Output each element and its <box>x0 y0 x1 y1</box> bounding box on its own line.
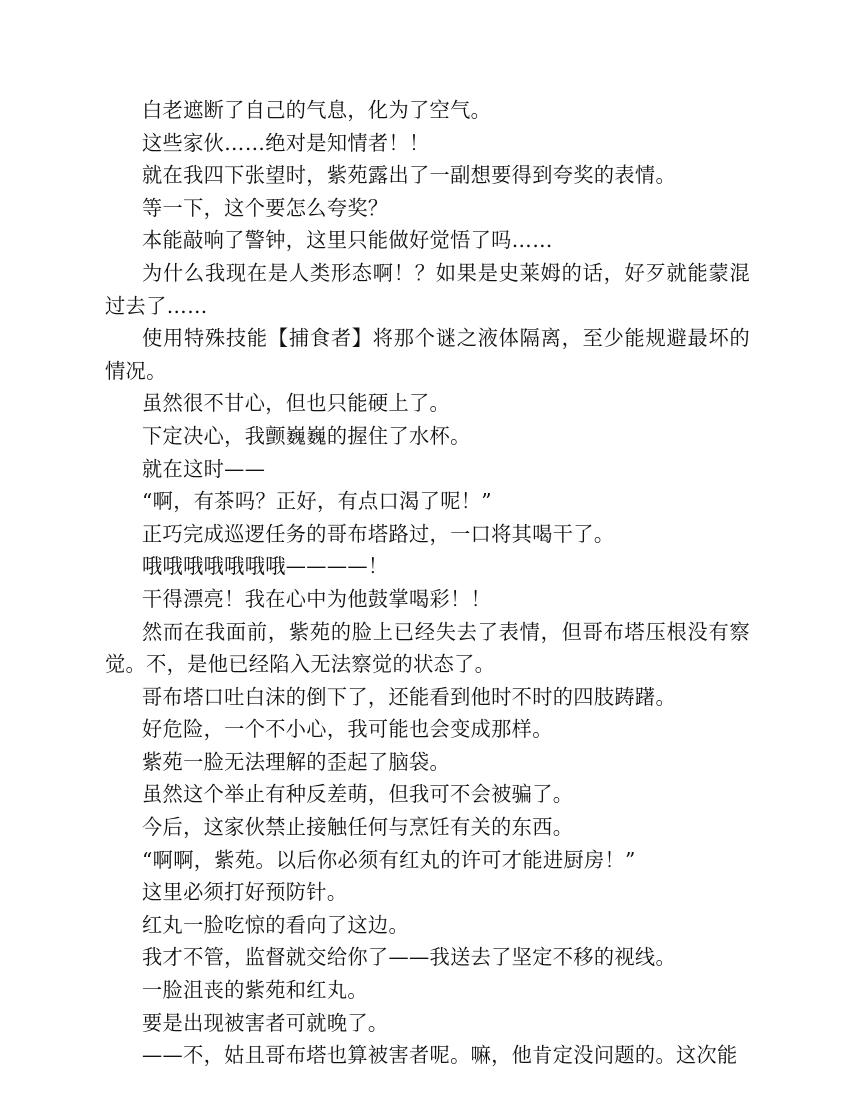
paragraph: 哦哦哦哦哦哦哦————！ <box>142 554 389 579</box>
paragraph: 今后，这家伙禁止接触任何与烹饪有关的东西。 <box>142 815 574 840</box>
paragraph: 好危险，一个不小心，我可能也会变成那样。 <box>142 717 553 742</box>
paragraph: 白老遮断了自己的气息，化为了空气。 <box>142 98 492 122</box>
paragraph: 一脸沮丧的紫苑和红丸。 <box>142 978 368 1003</box>
paragraph: 正巧完成巡逻任务的哥布塔路过，一口将其喝干了。 <box>142 521 615 546</box>
paragraph: 虽然这个举止有种反差萌，但我可不会被骗了。 <box>142 782 574 807</box>
paragraph: 我才不管，监督就交给你了——我送去了坚定不移的视线。 <box>142 945 676 970</box>
paragraph: 紫苑一脸无法理解的歪起了脑袋。 <box>142 749 451 774</box>
paragraph: 哥布塔口吐白沫的倒下了，还能看到他时不时的四肢踌躇。 <box>142 684 676 709</box>
paragraph: 干得漂亮！我在心中为他鼓掌喝彩！！ <box>142 586 492 611</box>
paragraph: 下定决心，我颤巍巍的握住了水杯。 <box>142 423 471 448</box>
paragraph: “啊，有茶吗？正好，有点口渴了呢！” <box>142 489 492 514</box>
paragraph: 这里必须打好预防针。 <box>142 880 348 905</box>
paragraph: 等一下，这个要怎么夸奖？ <box>142 195 389 220</box>
paragraph: 就在我四下张望时，紫苑露出了一副想要得到夸奖的表情。 <box>142 163 676 188</box>
paragraph: “啊啊，紫苑。以后你必须有红丸的许可才能进厨房！” <box>142 847 636 872</box>
paragraph: 虽然很不甘心，但也只能硬上了。 <box>142 391 451 416</box>
paragraph: ——不，姑且哥布塔也算被害者呢。嘛，他肯定没问题的。这次能 <box>142 1043 738 1068</box>
paragraph: 红丸一脸吃惊的看向了这边。 <box>142 912 409 937</box>
paragraph: 这些家伙……绝对是知情者！！ <box>142 130 430 155</box>
paragraph: 本能敲响了警钟，这里只能做好觉悟了吗…… <box>142 228 553 253</box>
paragraph: 然而在我面前，紫苑的脸上已经失去了表情，但哥布塔压根没有察觉。不，是他已经陷入无法察觉的状态了。 <box>105 619 750 677</box>
paragraph: 要是出现被害者可就晚了。 <box>142 1010 389 1035</box>
body-text <box>105 94 750 1072</box>
paragraph: 使用特殊技能【捕食者】将那个谜之液体隔离，至少能规避最坏的情况。 <box>105 326 750 383</box>
paragraph: 为什么我现在是人类形态啊！？如果是史莱姆的话，好歹就能蒙混过去了…… <box>105 260 750 318</box>
paragraph: 就在这时—— <box>142 456 266 481</box>
